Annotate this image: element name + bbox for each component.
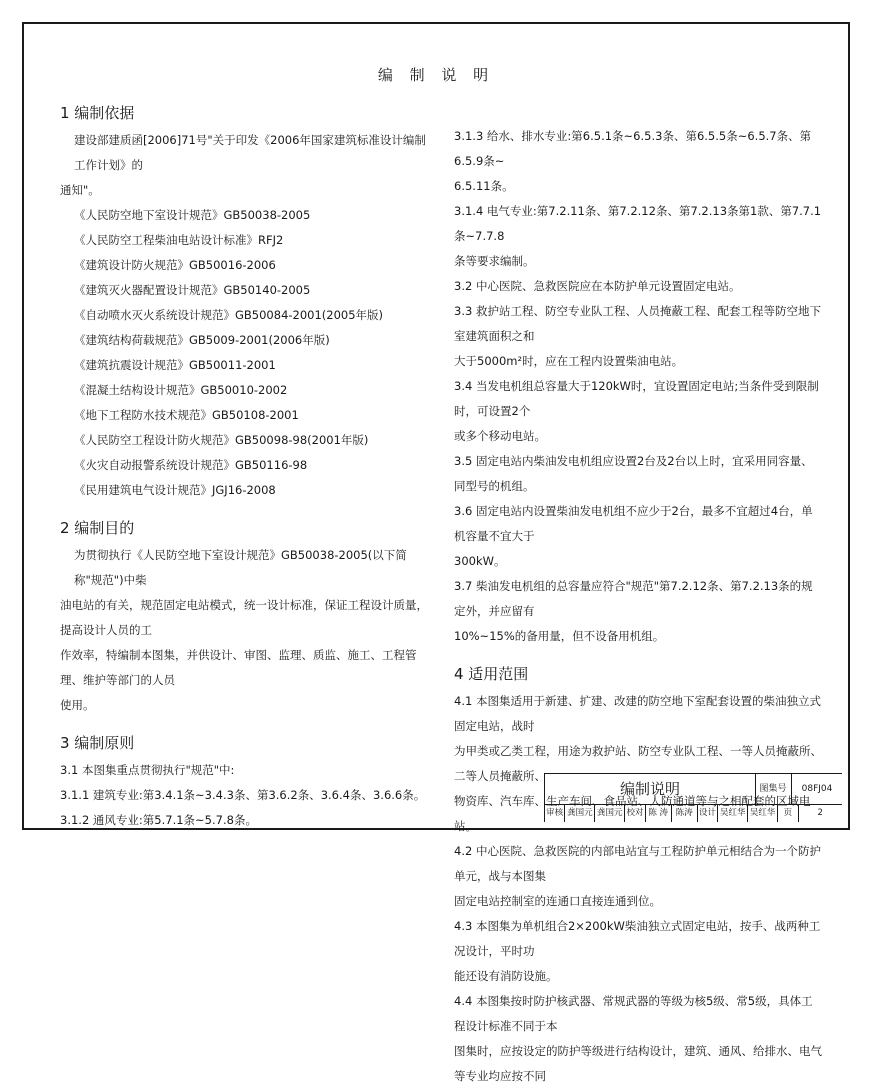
section-3-cont-line: 3.5 固定电站内柴油发电机组应设置2台及2台以上时，宜采用同容量、同型号的机组。 [454, 454, 813, 493]
section-4-line: 4.3 本图集为单机组合2×200kW柴油独立式固定电站，按手、战两种工况设计，平时功 [454, 919, 821, 958]
section-4-line: 固定电站控制室的连通口直接连通到位。 [454, 894, 661, 908]
section-3-cont-line: 3.1.4 电气专业:第7.2.11条、第7.2.12条、第7.2.13条第1款、第7.7.1条~7.7.8 [454, 204, 822, 243]
section-3-line: 3.1 本图集重点贯彻执行"规范"中: [60, 763, 235, 777]
section-4-line: 4.4 本图集按时防护核武器、常规武器的等级为核5级、常5级，具体工程设计标准不同于本 [454, 994, 813, 1033]
section-2-line: 为贯彻执行《人民防空地下室设计规范》GB50038-2005(以下简称"规范")中柴 [74, 548, 407, 587]
section-3-cont-line: 3.3 救护站工程、防空专业队工程、人员掩蔽工程、配套工程等防空地下室建筑面积之和 [454, 304, 821, 343]
page-number: 2 [817, 808, 823, 818]
section-3-cont-line: 条等要求编制。 [454, 254, 535, 268]
left-column [60, 98, 432, 833]
section-4-line: 物资库、汽车库、生产车间、食品站、人防通道等与之相配套的区域电站。 [454, 794, 811, 833]
page-title: 编 制 说 明 [377, 66, 495, 84]
section-4-line: 4.1 本图集适用于新建、扩建、改建的防空地下室配套设置的柴油独立式固定电站，战时 [454, 694, 821, 733]
section-1-heading: 1 编制依据 [60, 104, 135, 122]
standard-item: 《建筑抗震设计规范》GB50011-2001 [74, 358, 276, 372]
section-2-line: 油电站的有关，规范固定电站模式，统一设计标准，保证工程设计质量，提高设计人员的工 [60, 598, 428, 637]
section-3-cont-line: 3.6 固定电站内设置柴油发电机组不应少于2台，最多不宜超过4台，单机容量不宜大于 [454, 504, 813, 543]
atlas-number-value: 08FJ04 [792, 774, 842, 805]
section-4-line: 能还设有消防设施。 [454, 969, 558, 983]
section-3-cont-line: 3.2 中心医院、急救医院应在本防护单元设置固定电站。 [454, 279, 741, 293]
section-4-line: 为甲类或乙类工程，用途为救护站、防空专业队工程、一等人员掩蔽所、二等人员掩蔽所、 [454, 744, 822, 783]
standard-item: 《火灾自动报警系统设计规范》GB50116-98 [74, 458, 308, 472]
standard-item: 《建筑结构荷载规范》GB5009-2001(2006年版) [74, 333, 330, 347]
section-2-line: 作效率，特编制本图集，并供设计、审图、监理、质监、施工、工程管理、维护等部门的人员 [60, 648, 417, 687]
standard-item: 《混凝土结构设计规范》GB50010-2002 [74, 383, 288, 397]
title-block [544, 773, 842, 822]
title-block-title: 编制说明 [545, 774, 756, 805]
role-design-label: 设计 [698, 805, 718, 822]
section-4-line: 4.2 中心医院、急救医院的内部电站宜与工程防护单元相结合为一个防护单元，战与本图集 [454, 844, 821, 883]
section-3-cont-line: 大于5000m²时，应在工程内设置柴油电站。 [454, 354, 684, 368]
standard-item: 《人民防空地下室设计规范》GB50038-2005 [74, 208, 311, 222]
section-3-cont-line: 300kW。 [454, 554, 506, 568]
right-column [454, 124, 824, 1089]
standard-item: 《人民防空工程柴油电站设计标准》RFJ2 [74, 233, 284, 247]
section-4-line: 图集时，应按设定的防护等级进行结构设计，建筑、通风、给排水、电气等专业均应按不同 [454, 1044, 822, 1083]
page-label: 页 [778, 805, 798, 822]
section-3-heading: 3 编制原则 [60, 734, 135, 752]
standard-item: 《建筑灭火器配置设计规范》GB50140-2005 [74, 283, 311, 297]
standard-item: 《自动喷水灭火系统设计规范》GB50084-2001(2005年版) [74, 308, 384, 322]
standard-item: 《建筑设计防火规范》GB50016-2006 [74, 258, 276, 272]
section-1-intro-line: 通知"。 [60, 183, 100, 197]
section-3-cont-line: 或多个移动电站。 [454, 429, 546, 443]
section-3-cont-line: 6.5.11条。 [454, 179, 514, 193]
section-1-intro-line: 建设部建质函[2006]71号"关于印发《2006年国家建筑标准设计编制工作计划》的 [74, 133, 426, 172]
section-3-line: 3.1.1 建筑专业:第3.4.1条~3.4.3条、第3.6.2条、3.6.4条、3.6.6条。 [60, 788, 426, 802]
section-3-cont-line: 3.4 当发电机组总容量大于120kW时，宜设置固定电站;当条件受到限制时，可设置2个 [454, 379, 819, 418]
section-4-heading: 4 适用范围 [454, 665, 529, 683]
checker-signature: 陈涛 [672, 805, 698, 822]
section-3-cont-line: 3.1.3 给水、排水专业:第6.5.1条~6.5.3条、第6.5.5条~6.5.7条、第6.5.9条~ [454, 129, 812, 168]
reviewer-name: 龚国元 [565, 805, 595, 822]
signature-row [545, 805, 842, 822]
standard-item: 《人民防空工程设计防火规范》GB50098-98(2001年版) [74, 433, 369, 447]
drawing-sheet [22, 22, 850, 1083]
role-check-label: 校对 [625, 805, 645, 822]
role-review-label: 审核 [545, 805, 565, 822]
standard-item: 《地下工程防水技术规范》GB50108-2001 [74, 408, 299, 422]
standard-item: 《民用建筑电气设计规范》JGJ16-2008 [74, 483, 276, 497]
section-3-cont-line: 3.7 柴油发电机组的总容量应符合"规范"第7.2.12条、第7.2.13条的规定外，并应留有 [454, 579, 813, 618]
checker-name: 陈 涛 [646, 805, 672, 822]
atlas-number-label: 图集号 [755, 774, 792, 805]
section-2-line: 使用。 [60, 698, 95, 712]
section-3-line: 3.1.2 通风专业:第5.7.1条~5.7.8条。 [60, 813, 257, 827]
reviewer-signature: 龚国元 [595, 805, 625, 822]
section-2-heading: 2 编制目的 [60, 519, 135, 537]
designer-signature: 吴红华 [748, 805, 778, 822]
designer-name: 吴红华 [718, 805, 748, 822]
section-3-cont-line: 10%~15%的备用量，但不设备用机组。 [454, 629, 665, 643]
